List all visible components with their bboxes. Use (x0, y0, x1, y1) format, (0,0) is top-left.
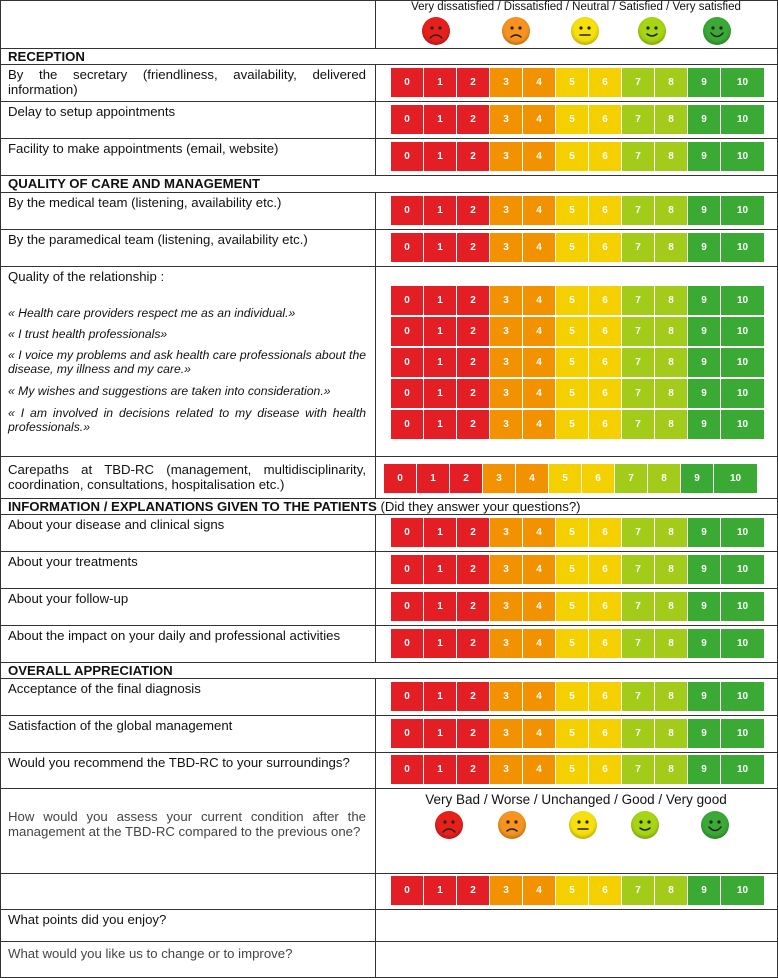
score-9-option[interactable]: 9 (688, 196, 720, 225)
score-2-option[interactable]: 2 (457, 348, 489, 377)
score-7-option[interactable]: 7 (622, 555, 654, 584)
score-0-option[interactable]: 0 (391, 348, 423, 377)
score-2-option[interactable]: 2 (457, 755, 489, 784)
score-9-option[interactable]: 9 (688, 629, 720, 658)
score-0-option[interactable]: 0 (391, 629, 423, 658)
score-0-option[interactable]: 0 (391, 142, 423, 171)
rating-scale-acceptance (391, 682, 764, 711)
score-10-option[interactable]: 10 (714, 464, 757, 493)
score-5-option[interactable]: 5 (556, 233, 588, 262)
rating-scale-delay (391, 105, 764, 134)
score-7-option[interactable]: 7 (622, 317, 654, 346)
score-10-option[interactable]: 10 (721, 410, 764, 439)
score-9-option[interactable]: 9 (688, 105, 720, 134)
score-10-option[interactable]: 10 (721, 348, 764, 377)
score-0-option[interactable]: 0 (391, 286, 423, 315)
score-4-option[interactable]: 4 (523, 410, 555, 439)
statement-involved: « I am involved in decisions related to my disease with health professionals.» (8, 406, 366, 434)
score-8-option[interactable]: 8 (655, 317, 687, 346)
section-overall: OVERALL APPRECIATION (8, 663, 173, 678)
very-sad-face-icon (435, 811, 463, 839)
score-9-option[interactable]: 9 (681, 464, 713, 493)
row-divider (0, 715, 778, 716)
question-relationship: Quality of the relationship : (8, 269, 165, 284)
score-10-option[interactable]: 10 (721, 142, 764, 171)
score-1-option[interactable]: 1 (424, 68, 456, 97)
column-divider (375, 64, 376, 175)
score-7-option[interactable]: 7 (622, 682, 654, 711)
statement-trust: « I trust health professionals» (8, 327, 168, 341)
score-9-option[interactable]: 9 (688, 719, 720, 748)
score-6-option[interactable]: 6 (589, 196, 621, 225)
score-3-option[interactable]: 3 (490, 348, 522, 377)
score-1-option[interactable]: 1 (424, 719, 456, 748)
column-divider (375, 514, 376, 662)
score-4-option[interactable]: 4 (523, 592, 555, 621)
statement-respect: « Health care providers respect me as an individual.» (8, 306, 296, 320)
rating-scale-rel-2 (391, 317, 764, 346)
score-9-option[interactable]: 9 (688, 348, 720, 377)
score-4-option[interactable]: 4 (523, 286, 555, 315)
score-0-option[interactable]: 0 (391, 196, 423, 225)
score-8-option[interactable]: 8 (655, 142, 687, 171)
score-5-option[interactable]: 5 (556, 719, 588, 748)
score-0-option[interactable]: 0 (391, 755, 423, 784)
score-7-option[interactable]: 7 (622, 592, 654, 621)
score-1-option[interactable]: 1 (424, 629, 456, 658)
score-9-option[interactable]: 9 (688, 233, 720, 262)
score-7-option[interactable]: 7 (622, 196, 654, 225)
score-9-option[interactable]: 9 (688, 317, 720, 346)
score-2-option[interactable]: 2 (457, 105, 489, 134)
score-10-option[interactable]: 10 (721, 286, 764, 315)
rating-scale-follow-up (391, 592, 764, 621)
neutral-face-icon (569, 811, 597, 839)
score-8-option[interactable]: 8 (655, 719, 687, 748)
score-5-option[interactable]: 5 (556, 410, 588, 439)
score-9-option[interactable]: 9 (688, 379, 720, 408)
sad-face-icon (498, 811, 526, 839)
score-1-option[interactable]: 1 (417, 464, 449, 493)
score-9-option[interactable]: 9 (688, 682, 720, 711)
score-4-option[interactable]: 4 (523, 555, 555, 584)
row-divider (0, 229, 778, 230)
score-4-option[interactable]: 4 (523, 755, 555, 784)
score-10-option[interactable]: 10 (721, 105, 764, 134)
statement-wishes: « My wishes and suggestions are taken into consideration.» (8, 384, 331, 398)
rating-scale-rel-5 (391, 410, 764, 439)
score-1-option[interactable]: 1 (424, 286, 456, 315)
score-6-option[interactable]: 6 (589, 410, 621, 439)
score-2-option[interactable]: 2 (457, 518, 489, 547)
score-1-option[interactable]: 1 (424, 682, 456, 711)
score-6-option[interactable]: 6 (589, 719, 621, 748)
score-2-option[interactable]: 2 (457, 629, 489, 658)
answer-improve-field[interactable] (376, 942, 777, 977)
score-5-option[interactable]: 5 (556, 629, 588, 658)
score-0-option[interactable]: 0 (391, 719, 423, 748)
score-7-option[interactable]: 7 (615, 464, 647, 493)
score-8-option[interactable]: 8 (655, 233, 687, 262)
score-7-option[interactable]: 7 (622, 876, 654, 905)
score-6-option[interactable]: 6 (589, 233, 621, 262)
score-7-option[interactable]: 7 (622, 142, 654, 171)
score-1-option[interactable]: 1 (424, 876, 456, 905)
score-10-option[interactable]: 10 (721, 719, 764, 748)
score-0-option[interactable]: 0 (384, 464, 416, 493)
section-quality: QUALITY OF CARE AND MANAGEMENT (8, 176, 261, 191)
score-7-option[interactable]: 7 (622, 105, 654, 134)
score-7-option[interactable]: 7 (622, 410, 654, 439)
score-5-option[interactable]: 5 (556, 755, 588, 784)
smile-face-icon (631, 811, 659, 839)
score-3-option[interactable]: 3 (490, 755, 522, 784)
score-2-option[interactable]: 2 (457, 876, 489, 905)
score-4-option[interactable]: 4 (523, 719, 555, 748)
question-acceptance: Acceptance of the final diagnosis (8, 681, 201, 696)
score-0-option[interactable]: 0 (391, 592, 423, 621)
score-0-option[interactable]: 0 (391, 379, 423, 408)
score-6-option[interactable]: 6 (589, 68, 621, 97)
score-10-option[interactable]: 10 (721, 68, 764, 97)
question-impact: About the impact on your daily and professional activities (8, 628, 341, 643)
score-4-option[interactable]: 4 (523, 876, 555, 905)
row-divider (0, 138, 778, 139)
sad-face-icon (502, 17, 530, 45)
score-3-option[interactable]: 3 (490, 410, 522, 439)
very-happy-face-icon (701, 811, 729, 839)
very-happy-face-icon (703, 17, 731, 45)
score-10-option[interactable]: 10 (721, 755, 764, 784)
score-10-option[interactable]: 10 (721, 592, 764, 621)
rating-scale-rel-1 (391, 286, 764, 315)
question-enjoy: What points did you enjoy? (8, 912, 167, 927)
score-0-option[interactable]: 0 (391, 410, 423, 439)
score-3-option[interactable]: 3 (490, 68, 522, 97)
question-medical-team: By the medical team (listening, availability etc.) (8, 195, 282, 210)
score-9-option[interactable]: 9 (688, 876, 720, 905)
neutral-face-icon (571, 17, 599, 45)
row-divider (0, 48, 778, 49)
rating-scale-recommend (391, 755, 764, 784)
score-9-option[interactable]: 9 (688, 755, 720, 784)
score-6-option[interactable]: 6 (589, 379, 621, 408)
score-3-option[interactable]: 3 (490, 555, 522, 584)
score-10-option[interactable]: 10 (721, 876, 764, 905)
score-0-option[interactable]: 0 (391, 68, 423, 97)
question-paramedical-team: By the paramedical team (listening, availability etc.) (8, 232, 308, 247)
question-carepaths: Carepaths at TBD-RC (management, multidisciplinarity, coordination, consultations, hospitalisation etc.) (8, 462, 366, 492)
score-3-option[interactable]: 3 (490, 682, 522, 711)
score-6-option[interactable]: 6 (589, 518, 621, 547)
score-3-option[interactable]: 3 (490, 592, 522, 621)
question-global-management: Satisfaction of the global management (8, 718, 233, 733)
score-2-option[interactable]: 2 (450, 464, 482, 493)
score-6-option[interactable]: 6 (589, 286, 621, 315)
score-8-option[interactable]: 8 (655, 592, 687, 621)
score-5-option[interactable]: 5 (556, 348, 588, 377)
score-3-option[interactable]: 3 (490, 142, 522, 171)
score-2-option[interactable]: 2 (457, 196, 489, 225)
rating-scale-disease (391, 518, 764, 547)
question-secretary: By the secretary (friendliness, availability, delivered information) (8, 67, 366, 97)
rating-scale-treatments (391, 555, 764, 584)
score-3-option[interactable]: 3 (490, 105, 522, 134)
score-5-option[interactable]: 5 (556, 286, 588, 315)
score-4-option[interactable]: 4 (523, 518, 555, 547)
score-3-option[interactable]: 3 (490, 719, 522, 748)
rating-scale-impact (391, 629, 764, 658)
score-10-option[interactable]: 10 (721, 317, 764, 346)
score-8-option[interactable]: 8 (655, 755, 687, 784)
score-3-option[interactable]: 3 (490, 286, 522, 315)
score-5-option[interactable]: 5 (556, 196, 588, 225)
question-recommend: Would you recommend the TBD-RC to your surroundings? (8, 755, 350, 770)
answer-enjoy-field[interactable] (376, 910, 777, 941)
row-divider (0, 788, 778, 789)
score-2-option[interactable]: 2 (457, 233, 489, 262)
score-6-option[interactable]: 6 (589, 555, 621, 584)
question-delay: Delay to setup appointments (8, 104, 176, 119)
question-condition: How would you assess your current condition after the management at the TBD-RC compared to the previous one? (8, 809, 366, 839)
score-2-option[interactable]: 2 (457, 317, 489, 346)
score-3-option[interactable]: 3 (490, 629, 522, 658)
score-6-option[interactable]: 6 (589, 755, 621, 784)
smile-face-icon (638, 17, 666, 45)
score-6-option[interactable]: 6 (582, 464, 614, 493)
row-divider (0, 101, 778, 102)
score-2-option[interactable]: 2 (457, 592, 489, 621)
rating-caption: Very dissatisfied / Dissatisfied / Neutral / Satisfied / Very satisfied (411, 1, 741, 13)
score-5-option[interactable]: 5 (556, 105, 588, 134)
score-8-option[interactable]: 8 (655, 379, 687, 408)
row-divider (0, 192, 778, 193)
score-7-option[interactable]: 7 (622, 379, 654, 408)
score-6-option[interactable]: 6 (589, 682, 621, 711)
score-9-option[interactable]: 9 (688, 518, 720, 547)
score-1-option[interactable]: 1 (424, 348, 456, 377)
score-6-option[interactable]: 6 (589, 348, 621, 377)
score-7-option[interactable]: 7 (622, 286, 654, 315)
score-0-option[interactable]: 0 (391, 682, 423, 711)
score-0-option[interactable]: 0 (391, 317, 423, 346)
score-0-option[interactable]: 0 (391, 876, 423, 905)
score-5-option[interactable]: 5 (556, 555, 588, 584)
row-divider (0, 752, 778, 753)
rating-scale-medical (391, 196, 764, 225)
score-9-option[interactable]: 9 (688, 555, 720, 584)
score-7-option[interactable]: 7 (622, 68, 654, 97)
score-4-option[interactable]: 4 (523, 682, 555, 711)
score-2-option[interactable]: 2 (457, 286, 489, 315)
section-information: INFORMATION / EXPLANATIONS GIVEN TO THE PATIENTS (Did they answer your questions?) (8, 499, 581, 514)
score-8-option[interactable]: 8 (655, 68, 687, 97)
score-1-option[interactable]: 1 (424, 518, 456, 547)
score-5-option[interactable]: 5 (556, 876, 588, 905)
score-6-option[interactable]: 6 (589, 317, 621, 346)
score-2-option[interactable]: 2 (457, 682, 489, 711)
score-7-option[interactable]: 7 (622, 629, 654, 658)
score-0-option[interactable]: 0 (391, 233, 423, 262)
row-divider (0, 625, 778, 626)
row-divider (0, 873, 778, 874)
score-10-option[interactable]: 10 (721, 555, 764, 584)
score-9-option[interactable]: 9 (688, 592, 720, 621)
score-9-option[interactable]: 9 (688, 142, 720, 171)
rating-scale-condition (391, 876, 764, 905)
score-6-option[interactable]: 6 (589, 142, 621, 171)
score-6-option[interactable]: 6 (589, 105, 621, 134)
score-0-option[interactable]: 0 (391, 105, 423, 134)
score-7-option[interactable]: 7 (622, 348, 654, 377)
score-8-option[interactable]: 8 (655, 518, 687, 547)
score-4-option[interactable]: 4 (523, 142, 555, 171)
score-1-option[interactable]: 1 (424, 105, 456, 134)
score-3-option[interactable]: 3 (490, 233, 522, 262)
score-2-option[interactable]: 2 (457, 68, 489, 97)
question-follow-up: About your follow-up (8, 591, 129, 606)
score-4-option[interactable]: 4 (523, 379, 555, 408)
score-5-option[interactable]: 5 (556, 592, 588, 621)
score-7-option[interactable]: 7 (622, 719, 654, 748)
score-4-option[interactable]: 4 (523, 68, 555, 97)
score-4-option[interactable]: 4 (516, 464, 548, 493)
score-1-option[interactable]: 1 (424, 410, 456, 439)
row-divider (0, 551, 778, 552)
score-7-option[interactable]: 7 (622, 755, 654, 784)
score-8-option[interactable]: 8 (655, 682, 687, 711)
score-5-option[interactable]: 5 (556, 68, 588, 97)
question-disease: About your disease and clinical signs (8, 517, 225, 532)
score-9-option[interactable]: 9 (688, 68, 720, 97)
score-1-option[interactable]: 1 (424, 379, 456, 408)
score-8-option[interactable]: 8 (655, 876, 687, 905)
score-5-option[interactable]: 5 (556, 518, 588, 547)
score-2-option[interactable]: 2 (457, 410, 489, 439)
row-divider (0, 266, 778, 267)
rating-scale-carepaths (384, 464, 757, 493)
score-8-option[interactable]: 8 (655, 105, 687, 134)
score-5-option[interactable]: 5 (556, 379, 588, 408)
question-facility: Facility to make appointments (email, website) (8, 141, 279, 156)
score-8-option[interactable]: 8 (655, 629, 687, 658)
question-improve: What would you like us to change or to improve? (8, 946, 293, 961)
score-3-option[interactable]: 3 (490, 379, 522, 408)
score-0-option[interactable]: 0 (391, 518, 423, 547)
section-reception: RECEPTION (8, 49, 85, 64)
rating-scale-secretary (391, 68, 764, 97)
score-8-option[interactable]: 8 (655, 196, 687, 225)
score-8-option[interactable]: 8 (655, 348, 687, 377)
score-4-option[interactable]: 4 (523, 348, 555, 377)
score-6-option[interactable]: 6 (589, 629, 621, 658)
score-2-option[interactable]: 2 (457, 379, 489, 408)
score-4-option[interactable]: 4 (523, 233, 555, 262)
score-1-option[interactable]: 1 (424, 592, 456, 621)
score-5-option[interactable]: 5 (556, 317, 588, 346)
score-1-option[interactable]: 1 (424, 196, 456, 225)
score-0-option[interactable]: 0 (391, 555, 423, 584)
score-4-option[interactable]: 4 (523, 196, 555, 225)
score-10-option[interactable]: 10 (721, 196, 764, 225)
score-3-option[interactable]: 3 (490, 876, 522, 905)
rating-scale-global (391, 719, 764, 748)
score-10-option[interactable]: 10 (721, 682, 764, 711)
score-8-option[interactable]: 8 (648, 464, 680, 493)
score-1-option[interactable]: 1 (424, 233, 456, 262)
score-7-option[interactable]: 7 (622, 518, 654, 547)
score-10-option[interactable]: 10 (721, 629, 764, 658)
condition-caption: Very Bad / Worse / Unchanged / Good / Very good (425, 792, 727, 807)
score-2-option[interactable]: 2 (457, 719, 489, 748)
rating-scale-rel-3 (391, 348, 764, 377)
score-9-option[interactable]: 9 (688, 410, 720, 439)
score-1-option[interactable]: 1 (424, 317, 456, 346)
row-divider (0, 588, 778, 589)
score-3-option[interactable]: 3 (490, 317, 522, 346)
score-6-option[interactable]: 6 (589, 876, 621, 905)
score-4-option[interactable]: 4 (523, 105, 555, 134)
score-3-option[interactable]: 3 (490, 196, 522, 225)
score-6-option[interactable]: 6 (589, 592, 621, 621)
score-5-option[interactable]: 5 (556, 142, 588, 171)
row-divider (0, 64, 778, 65)
score-4-option[interactable]: 4 (523, 629, 555, 658)
very-sad-face-icon (422, 17, 450, 45)
score-8-option[interactable]: 8 (655, 286, 687, 315)
score-8-option[interactable]: 8 (655, 555, 687, 584)
score-5-option[interactable]: 5 (556, 682, 588, 711)
score-9-option[interactable]: 9 (688, 286, 720, 315)
score-8-option[interactable]: 8 (655, 410, 687, 439)
score-10-option[interactable]: 10 (721, 379, 764, 408)
score-10-option[interactable]: 10 (721, 233, 764, 262)
score-5-option[interactable]: 5 (549, 464, 581, 493)
score-7-option[interactable]: 7 (622, 233, 654, 262)
table-border-left (0, 0, 1, 978)
rating-scale-paramedical (391, 233, 764, 262)
column-divider (375, 192, 376, 498)
score-10-option[interactable]: 10 (721, 518, 764, 547)
statement-voice-problems: « I voice my problems and ask health care professionals about the disease, my illness and my care.» (8, 348, 366, 376)
score-1-option[interactable]: 1 (424, 755, 456, 784)
question-treatments: About your treatments (8, 554, 138, 569)
score-2-option[interactable]: 2 (457, 142, 489, 171)
rating-scale-facility (391, 142, 764, 171)
rating-scale-rel-4 (391, 379, 764, 408)
score-4-option[interactable]: 4 (523, 317, 555, 346)
score-3-option[interactable]: 3 (483, 464, 515, 493)
score-1-option[interactable]: 1 (424, 142, 456, 171)
score-2-option[interactable]: 2 (457, 555, 489, 584)
row-divider (0, 456, 778, 457)
score-1-option[interactable]: 1 (424, 555, 456, 584)
score-3-option[interactable]: 3 (490, 518, 522, 547)
